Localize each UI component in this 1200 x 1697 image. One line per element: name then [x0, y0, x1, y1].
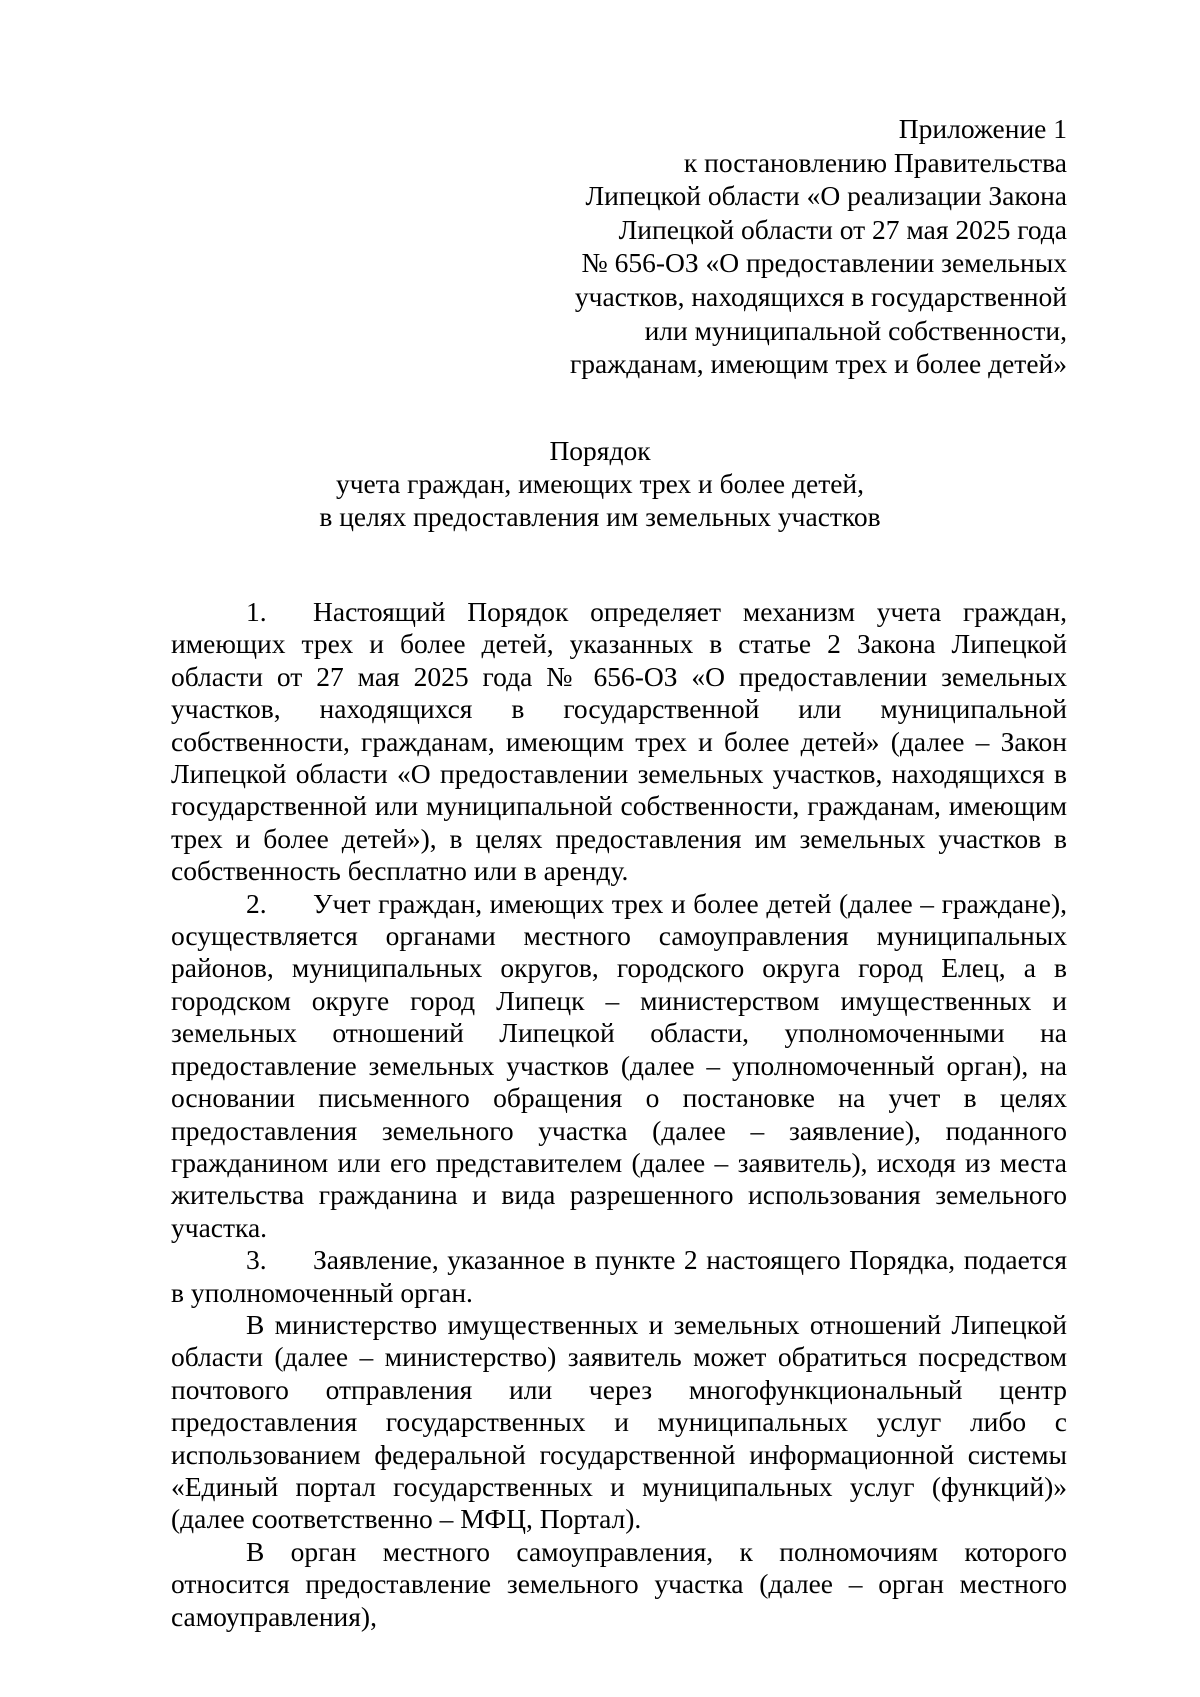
- title-heading: Порядок: [549, 435, 651, 466]
- appendix-line: или муниципальной собственности,: [644, 314, 1067, 346]
- paragraph-text: Настоящий Порядок определяет механизм учета граждан, имеющих трех и более детей, указанных в статье 2 Закона Липецкой области от 27 мая 2025 года № 656-ОЗ «О предоставлении земельных участков, находящихся в государственной или муниципальной собственности, гражданам, имеющим трех и более детей» (далее – Закон Липецкой области «О предоставлении земельных участков, находящихся в государственной или муниципальной собственности, гражданам, имеющим трех и более детей»), в целях предоставления им земельных участков в собственность бесплатно или в аренду.: [171, 596, 1067, 887]
- title-subtitle-line: в целях предоставления им земельных участков: [319, 501, 881, 532]
- paragraph-text: В орган местного самоуправления, к полномочиям которого относится предоставление земельного участка (далее – орган местного самоуправления),: [171, 1535, 1067, 1632]
- appendix-line: Липецкой области от 27 мая 2025 года: [618, 213, 1067, 245]
- paragraph-number: 2.: [246, 887, 267, 919]
- paragraph-text: Заявление, указанное в пункте 2 настоящего Порядка, подается в уполномоченный орган.: [171, 1244, 1067, 1308]
- paragraph-text: В министерство имущественных и земельных отношений Липецкой области (далее – министерство) заявитель может обратиться посредством почтового отправления или через многофункциональный центр предоставления государственных и муниципальных услуг либо с использованием федеральной государственной информационной системы «Единый портал государственных и муниципальных услуг (функций)» (далее соответственно – МФЦ, Портал).: [171, 1308, 1067, 1535]
- paragraph-number: 3.: [246, 1244, 267, 1276]
- document-title: [0, 434, 1200, 533]
- paragraph-3-ministry: [171, 1309, 1067, 1536]
- paragraph-3: [171, 1244, 1067, 1309]
- appendix-line: Приложение 1: [898, 113, 1067, 144]
- paragraph-text: Учет граждан, имеющих трех и более детей (далее – граждане), осуществляется органами местного самоуправления муниципальных районов, муниципальных округов, городского округа город Елец, а в городском округе город Липецк – министерством имущественных и земельных отношений Липецкой области, уполномоченными на предоставление земельных участков (далее – уполномоченный орган), на основании письменного обращения о постановке на учет в целях предоставления земельного участка (далее – заявление), поданного гражданином или его представителем (далее – заявитель), исходя из места жительства гражданина и вида разрешенного использования земельного участка.: [171, 887, 1067, 1243]
- paragraph-number: 1.: [246, 596, 267, 627]
- document-body: [171, 596, 1067, 1633]
- appendix-line: № 656-ОЗ «О предоставлении земельных: [581, 247, 1067, 279]
- appendix-header: [507, 112, 1067, 381]
- paragraph-3-local-authority: [171, 1536, 1067, 1633]
- paragraph-1: [171, 596, 1067, 888]
- appendix-line: гражданам, имеющим трех и более детей»: [570, 348, 1067, 380]
- appendix-line: к постановлению Правительства: [683, 146, 1067, 178]
- appendix-line: Липецкой области «О реализации Закона: [585, 180, 1067, 212]
- paragraph-2: [171, 888, 1067, 1244]
- title-subtitle-line: учета граждан, имеющих трех и более детей,: [335, 468, 865, 499]
- appendix-line: участков, находящихся в государственной: [574, 280, 1067, 312]
